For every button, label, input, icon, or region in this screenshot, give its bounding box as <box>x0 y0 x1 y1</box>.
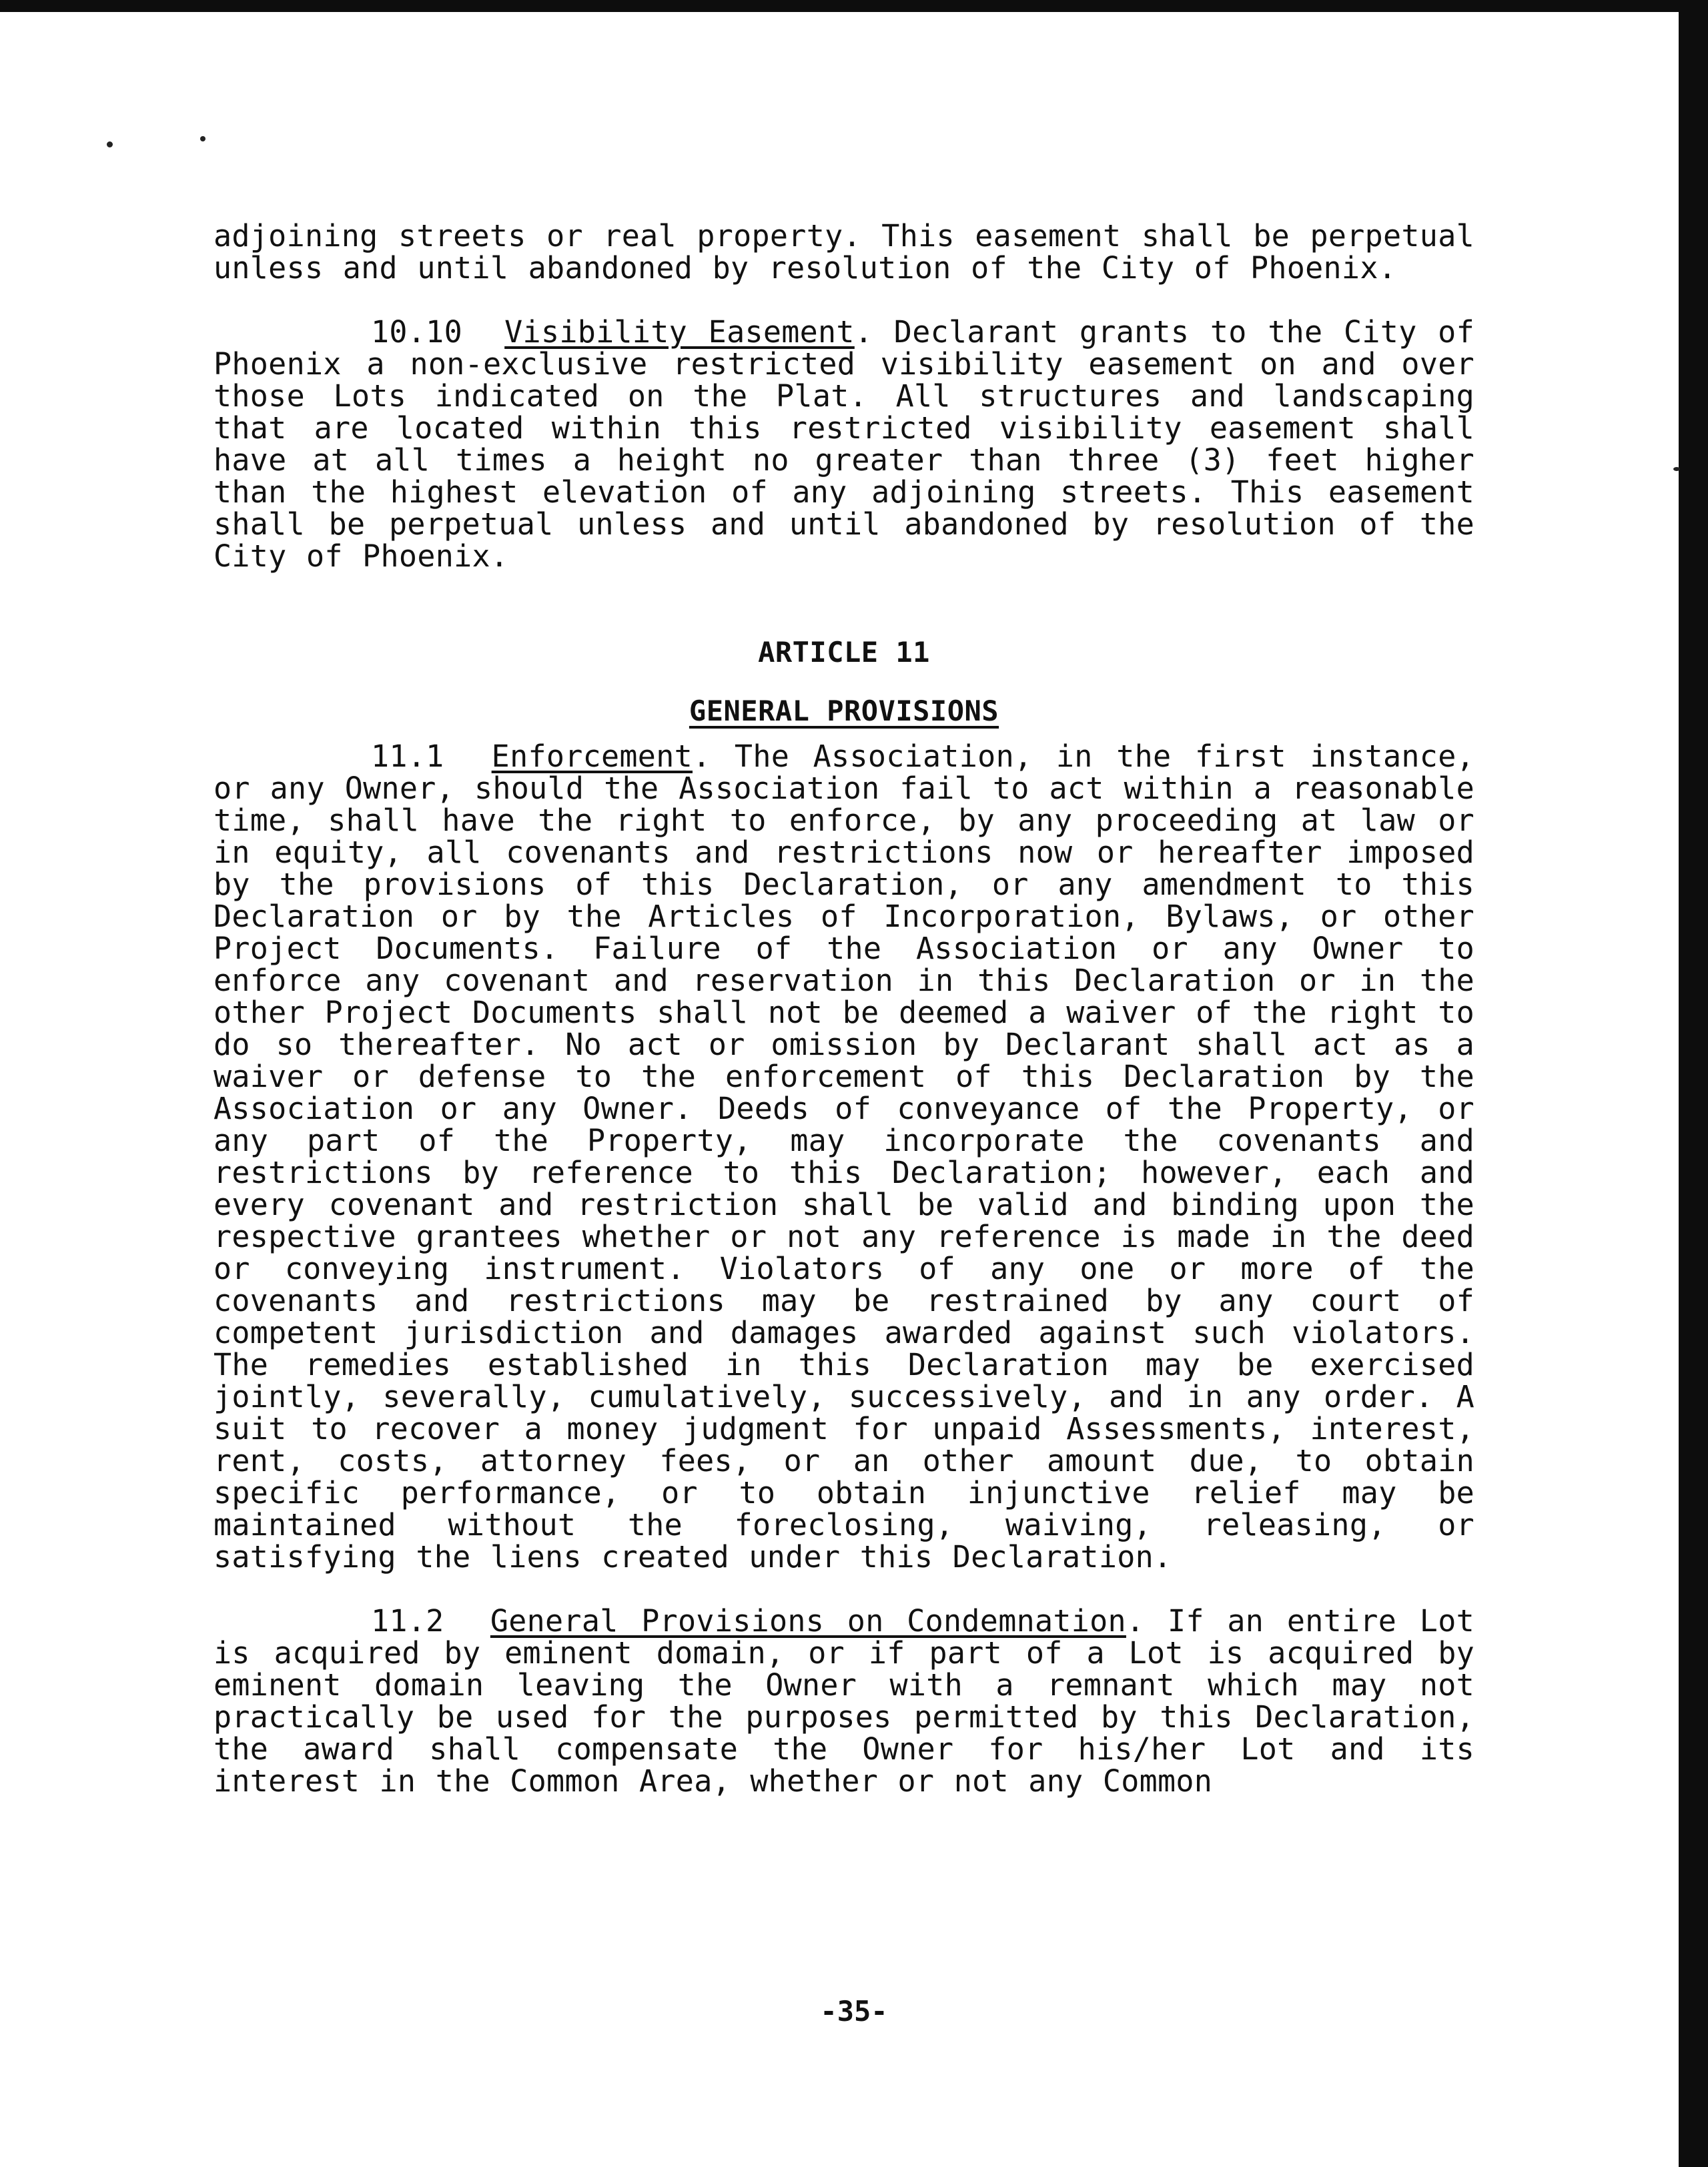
continuation-paragraph <box>214 220 1474 284</box>
section-11-2-paragraph <box>214 1605 1474 1797</box>
section-10-10-number: 10.10 <box>371 314 462 350</box>
scan-speck <box>200 136 205 141</box>
heading-gap <box>214 669 1474 695</box>
scan-border-top <box>0 0 1708 12</box>
article-subheading: GENERAL PROVISIONS <box>689 695 999 727</box>
section-11-2-number: 11.2 <box>371 1603 444 1639</box>
section-10-10-body: . Declarant grants to the City of Phoenix a non-exclusive restricted visibility easement on and over those Lots indicated on the Plat. All structures and landscaping that are located within this restricted visibility easement shall have at all times a height no greater than three (3) feet higher than the highest elevation of any adjoining streets. This easement shall be perpetual unless and until abandoned by resolution of the City of Phoenix. <box>214 314 1474 574</box>
section-11-1-title: Enforcement <box>491 739 693 774</box>
paragraph-gap <box>214 572 1474 604</box>
section-10-10-paragraph <box>214 316 1474 572</box>
section-11-1-paragraph <box>214 741 1474 1573</box>
article-heading: ARTICLE 11 <box>758 636 930 669</box>
section-11-2-title: General Provisions on Condemnation <box>490 1603 1126 1639</box>
scan-speck <box>1673 467 1680 471</box>
paragraph-gap <box>214 284 1474 316</box>
section-10-10-title: Visibility Easement <box>504 314 855 350</box>
document-page <box>214 220 1474 1797</box>
scan-speck <box>107 141 113 147</box>
section-11-1-number: 11.1 <box>371 739 444 774</box>
section-11-2-body: . If an entire Lot is acquired by eminent domain, or if part of a Lot is acquired by eminent domain leaving the Owner with a remnant which may not practically be used for the purposes permitted by this Declaration, the award shall compensate the Owner for his/her Lot and its interest in the Common Area, whether or not any Common <box>214 1603 1474 1799</box>
paragraph-gap <box>214 1573 1474 1605</box>
continuation-text: adjoining streets or real property. This easement shall be perpetual unless and until abandoned by resolution of the City of Phoenix. <box>214 218 1474 286</box>
scan-border-right <box>1679 0 1708 2167</box>
page-number: -35- <box>820 1995 888 2028</box>
section-11-1-body: . The Association, in the first instance, or any Owner, should the Association fail to act within a reasonable time, shall have the right to enforce, by any proceeding at law or in equity, all covenants and restrictions now or hereafter imposed by the provisions of this Declaration, or any amendment to this Declaration or by the Articles of Incorporation, Bylaws, or other Project Documents. Failure of the Association or any Owner to enforce any covenant and reservation in this Declaration or in the other Project Documents shall not be deemed a waiver of the right to do so thereafter. No act or omission by Declarant shall act as a waiver or defense to the enforcement of this Declaration by the Association or any Owner. Deeds of conveyance of the Property, or any part of the Property, may incorporate the covenants and restrictions by reference to this Declaration; however, each and every covenant and restriction shall be valid and binding upon the respective grantees whether or not any reference is made in the deed or conveying instrument. Violators of any one or more of the covenants and restrictions may be restrained by any court of competent jurisdiction and damages awarded against such violators. The remedies established in this Declaration may be exercised jointly, severally, cumulatively, successively, and in any order. A suit to recover a money judgment for unpaid Assessments, interest, rent, costs, attorney fees, or an other amount due, to obtain specific performance, or to obtain injunctive relief may be maintained without the foreclosing, waiving, releasing, or satisfying the liens created under this Declaration. <box>214 739 1474 1575</box>
paragraph-gap <box>214 604 1474 636</box>
